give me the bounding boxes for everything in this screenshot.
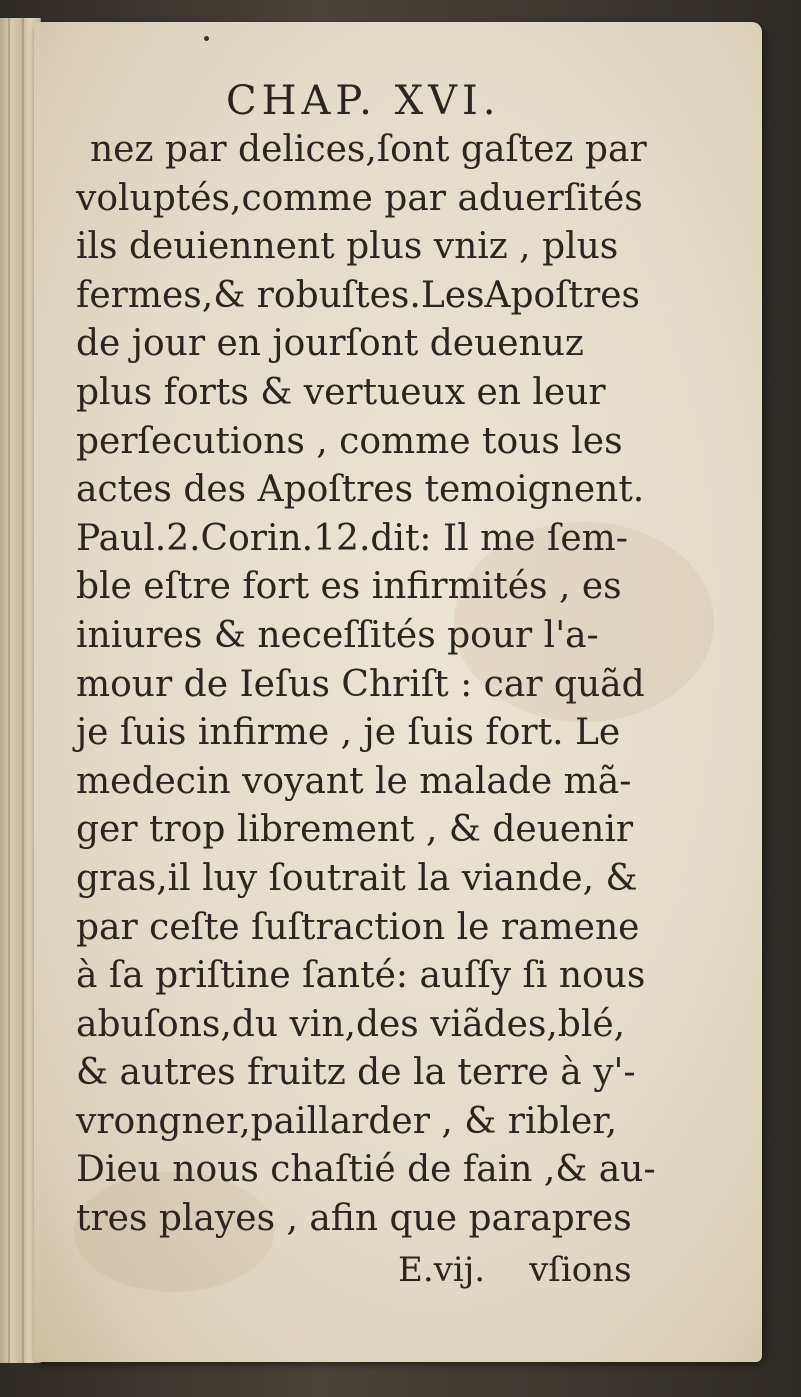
text-line: abuſons,du vin,des viãdes,blé,	[76, 1003, 626, 1045]
text-line: à ſa priſtine ſanté: auſſy ſi nous	[76, 955, 646, 997]
text-line: voluptés,comme par aduerſités	[76, 177, 643, 219]
text-line: Dieu nous chaſtié de fain ,& au-	[76, 1149, 656, 1191]
text-line: iniures & neceſſités pour l'a-	[76, 614, 599, 656]
text-line: medecin voyant le malade mã-	[76, 760, 632, 802]
text-line: perſecutions , comme tous les	[76, 420, 623, 462]
page-crease	[8, 18, 10, 1363]
text-line: ger trop librement , & deuenir	[76, 809, 634, 851]
text-line: actes des Apoſtres temoignent.	[76, 469, 645, 511]
text-line: mour de Ieſus Chriſt : car quãd	[76, 663, 645, 705]
text-line: ils deuiennent plus vniz , plus	[76, 226, 619, 268]
page-crease	[22, 18, 24, 1363]
text-line: vrongner,paillarder , & ribler,	[76, 1100, 618, 1142]
text-line: plus forts & vertueux en leur	[76, 371, 606, 413]
text-line: & autres fruitz de la terre à y'-	[76, 1052, 636, 1094]
text-line: nez par delices,ſont gaſtez par	[90, 129, 647, 170]
text-line: par ceſte ſuſtraction le ramene	[76, 906, 640, 948]
text-line: de jour en jourſont deuenuz	[76, 323, 584, 365]
text-line: gras,il luy ſoutrait la viande, &	[76, 857, 638, 899]
text-line: je ſuis infirme , je ſuis fort. Le	[76, 712, 621, 754]
body-text	[76, 126, 696, 1244]
text-line: ble eſtre fort es infirmités , es	[76, 566, 622, 608]
text-line: fermes,& robuſtes.LesApoſtres	[76, 274, 640, 316]
page-text	[76, 78, 696, 1294]
ink-speck	[204, 36, 209, 41]
signature-mark: E.vij.	[398, 1249, 486, 1290]
catchword: vſions	[529, 1249, 632, 1290]
text-line: Paul.2.Corin.12.dit: Il me ſem-	[76, 517, 628, 559]
text-line: tres playes , afin que parapres	[76, 1198, 632, 1240]
running-head: CHAP. XVI.	[226, 78, 501, 124]
page-footer	[76, 1246, 696, 1294]
